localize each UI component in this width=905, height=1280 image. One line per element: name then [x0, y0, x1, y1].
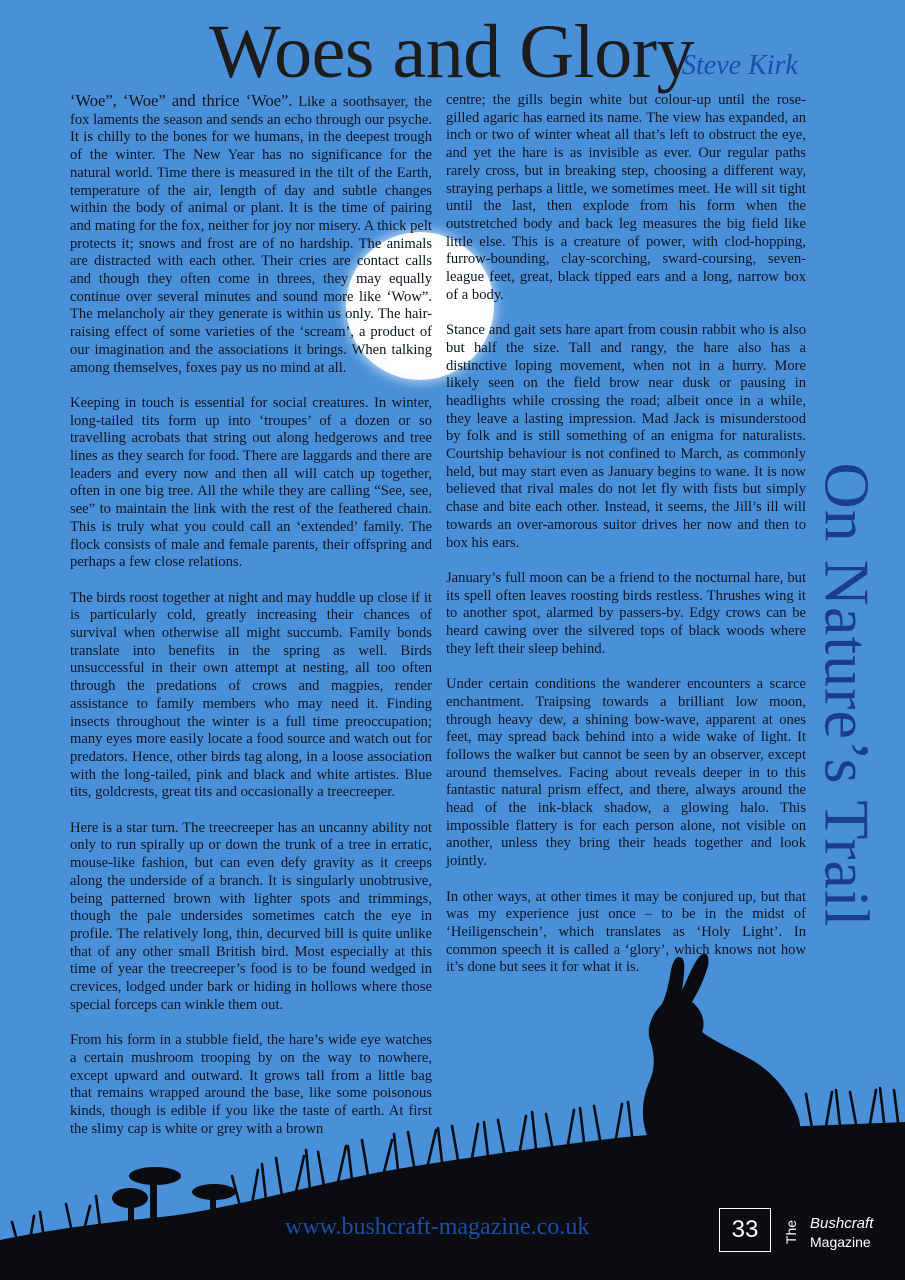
paragraph: Here is a star turn. The treecreeper has an uncanny ability not only to run spirally up or down the trunk of a tree in erratic, mouse-like fashion, but can even defy gravity as it creeps along the underside of a branch. It is singularly unobtrusive, being patterned brown with lighter spots and trimmings, though the pale undersides sometimes catch the eye in profile. The relatively long, thin, decurved bill is quite unlike that of any other small British bird. Most especially at this time of year the treecreeper’s food is to be found wedged in crevices, lodged under bark or hiding in hollows where those special forceps can winkle them out.: [70, 819, 432, 1013]
magazine-the-text: The: [783, 1219, 799, 1245]
paragraph: Under certain conditions the wanderer encounters a scarce enchantment. Traipsing towards a brilliant low moon, through heavy dew, a shining bow-wave, apparent at ones feet, may spread back behind into a wide wake of light. It follows the walker but cannot be seen by an observer, except around themselves. Facing about reveals deeper in to this fantastic natural prism effect, and there, always around the head of the ink-black shadow, a glowing halo. This impossible flattery is for each person alone, not visible on another, unless they bring their heads together and look jointly.: [446, 676, 806, 870]
paragraph: January’s full moon can be a friend to the nocturnal hare, but its spell often leaves roosting birds restless. Thrushes wing it to another spot, alarmed by passers-by. Edgy crows can be heard cawing over the silvered tops of black woods where they left their sleep behind.: [446, 569, 806, 657]
paragraph: Stance and gait sets hare apart from cousin rabbit who is also but half the size. Tall and rangy, the hare also has a distinctive loping movement, when not in a hurry. More likely seen on the field brow near dusk or pausing in headlights while crossing the road; albeit once in a while, they leave a lasting impression. Mad Jack is misunderstood by folk and is still something of an enigma for naturalists. Courtship behaviour is not confined to March, as commonly held, but may start even as January begins to wane. It is now believed that rival males do not let fly with fists but simply chase and bite each other. Instead, it seems, the Jill’s ill will towards an over-amorous suitor drives her now and then to box his ears.: [446, 322, 806, 551]
magazine-name-line-1: Bushcraft: [810, 1215, 874, 1232]
author-byline: Steve Kirk: [682, 50, 798, 81]
paragraph: In other ways, at other times it may be conjured up, but that was my experience just once – to be in the midst of ‘Heiligenschein’, which translates as ‘Holy Light’. In common speech it is called a ‘glory’, which knows not how it’s done but sees it for what it is.: [446, 888, 806, 976]
section-title-text: On Nature’s Trail: [811, 462, 882, 928]
website-link[interactable]: www.bushcraft-magazine.co.uk: [285, 1214, 590, 1240]
page-number: 33: [719, 1208, 771, 1252]
hare-silhouette-icon: [643, 954, 800, 1140]
paragraph: From his form in a stubble field, the hare’s wide eye watches a certain mushroom trooping by on the way to nowhere, except upward and outward. It grows tall from a little bag that remains wrapped around the base, like some poisonous kinds, though is edible if you like the taste of earth. At first the slimy cap is white or grey with a brown: [70, 1032, 432, 1137]
paragraph: The birds roost together at night and may huddle up close if it is particularly cold, greatly increasing their chances of survival when otherwise all might succumb. Family bonds translate into benefits in the spring as well. Birds unsuccessful in their own attempt at nesting, all too often through the predations of crows and magpies, render assistance to family members who may need it. Finding insects throughout the winter is a full time preoccupation; many eyes more easily locate a food source and watch out for predators. Hence, other birds tag along, in a loose association with the long-tailed, pink and black and white artistes. Blue tits, goldcrests, great tits and occasionally a treecreeper.: [70, 589, 432, 801]
paragraph: centre; the gills begin white but colour-up until the rose-gilled agaric has earned its name. The view has expanded, an inch or two of winter wheat all that’s left to obstruct the eye, and yet the hare is as invisible as ever. Our regular paths rarely cross, but in breaking step, choosing a different way, straying perhaps a little, we sometimes meet. He will sit tight until the last, then explode from his form when the outstretched body and back leg measures the big field like little else. This is a creature of power, with clod-hopping, furrow-bounding, clay-scorching, sward-coursing, seven-league feet, great, black tipped ears and a long, narrow box of a body.: [446, 92, 806, 303]
magazine-the: [783, 1212, 799, 1252]
lead-in: ‘Woe”, ‘Woe” and thrice ‘Woe”.: [70, 91, 293, 110]
magazine-name-line-2: Magazine: [810, 1234, 871, 1250]
article-title: Woes and Glory: [209, 10, 694, 94]
paragraph-text: Like a soothsayer, the fox laments the season and sends an echo through our psyche. It is chilly to the bones for we humans, in the deepest trough of the winter. The New Year has no significance for the natural world. Time there is measured in the tilt of the Earth, temperature of the air, length of day and subtle changes within the body of animal or plant. It is the time of pairing and mating for the fox, neither for joy nor misery. A thick pelt protects it; snows and frost are of no hardship. The animals are distracted with each other. Their cries are contact calls and though they often come in threes, they may equally continue over several minutes and sound more like ‘Wow”. The melancholy air they generate is within us only. The hair-raising effect of some varieties of the ‘scream’, a product of our imagination and the associations it brings. When talking among themselves, foxes pay us no mind at all.: [70, 94, 432, 376]
magazine-name: [810, 1214, 873, 1252]
paragraph: Keeping in touch is essential for social creatures. In winter, long-tailed tits form up into ‘troupes’ of a dozen or so travelling acrobats that string out along hedgerows and tree lines as they search for food. There are laggards and there are leaders and every now and then all will catch up together, often in one big tree. All the while they are calling “See, see, see” to maintain the link with the rest of the feathered chain. This is truly what you could call an ‘extended’ family. The flock consists of male and female parents, their offspring and perhaps a few close relations.: [70, 394, 432, 571]
